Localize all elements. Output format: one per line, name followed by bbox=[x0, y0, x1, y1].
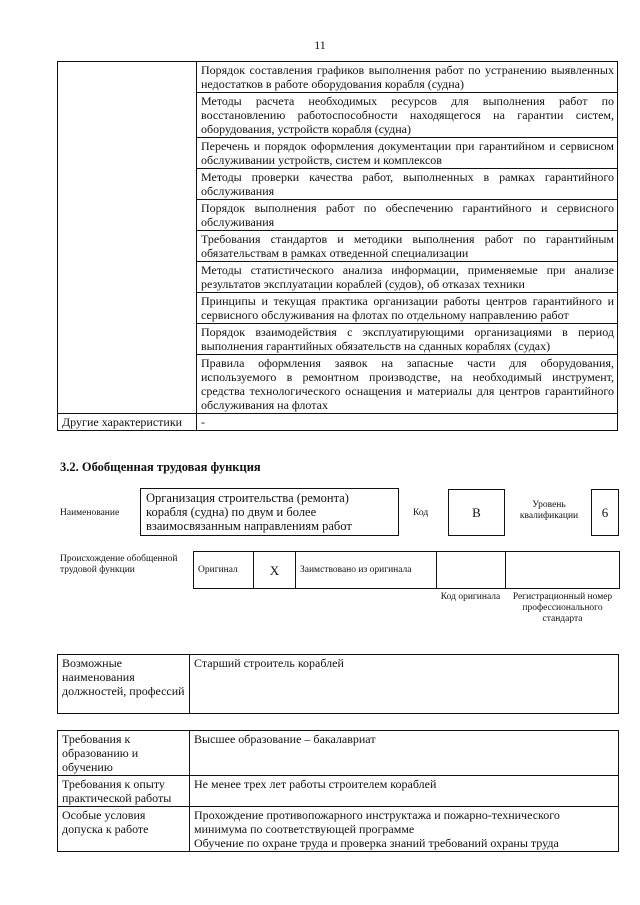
origin-original-label: Оригинал bbox=[194, 552, 254, 589]
origin-original-mark: X bbox=[254, 552, 296, 589]
function-code-label: Код bbox=[413, 508, 429, 518]
knowledge-item: Методы статистического анализа информации, применяемые при анализе результатов эксплуатации кораблей (судов), об отказах техники bbox=[197, 262, 618, 293]
page-number: 11 bbox=[314, 38, 326, 52]
special-conditions-label: Особые условия допуска к работе bbox=[58, 807, 190, 852]
experience-requirements-value: Не менее трех лет работы строителем кораблей bbox=[190, 776, 619, 807]
function-code-value: В bbox=[448, 489, 505, 536]
special-conditions-value bbox=[190, 807, 619, 852]
positions-value: Старший строитель кораблей bbox=[190, 655, 619, 714]
table-row bbox=[58, 807, 619, 852]
experience-requirements-label: Требования к опыту практической работы bbox=[58, 776, 190, 807]
table-row bbox=[194, 552, 620, 589]
knowledge-item: Принципы и текущая практика организации работы центров гарантийного и сервисного обслуживания на флотах по отдельному направлению работ bbox=[197, 293, 618, 324]
knowledge-item: Порядок выполнения работ по обеспечению гарантийного и сервисного обслуживания bbox=[197, 200, 618, 231]
qualification-level-label: Уровень квалификации bbox=[519, 500, 579, 521]
other-characteristics-value: - bbox=[197, 414, 618, 431]
origin-reg-number-cell bbox=[506, 552, 620, 589]
table-row bbox=[58, 414, 618, 431]
table-row bbox=[58, 62, 618, 93]
knowledge-item: Правила оформления заявок на запасные части для оборудования, используемого в ремонтном производстве, на необходимый инструмент, средства технологического оснащения и материалы для центров гарантийного обслуживания на флотах bbox=[197, 355, 618, 414]
origin-reg-caption: Регистрационный номер профессионального стандарта bbox=[512, 592, 613, 624]
origin-code-cell bbox=[437, 552, 506, 589]
section-heading: 3.2. Обобщенная трудовая функция bbox=[60, 460, 261, 474]
origin-table bbox=[193, 551, 620, 589]
function-name-label: Наименование bbox=[60, 508, 120, 518]
knowledge-item: Порядок взаимодействия с эксплуатирующими организациями в период выполнения гарантийных обязательств на сданных кораблях (судах) bbox=[197, 324, 618, 355]
knowledge-item: Порядок составления графиков выполнения работ по устранению выявленных недостатков в работе оборудования корабля (судна) bbox=[197, 62, 618, 93]
knowledge-item: Методы проверки качества работ, выполненных в рамках гарантийного обслуживания bbox=[197, 169, 618, 200]
origin-label: Происхождение обобщенной трудовой функции bbox=[60, 554, 178, 575]
function-name-value: Организация строительства (ремонта) корабля (судна) по двум и более взаимосвязанным направлениям работ bbox=[140, 488, 399, 536]
origin-borrowed-label: Заимствовано из оригинала bbox=[296, 552, 437, 589]
special-condition-line: Прохождение противопожарного инструктажа и пожарно-технического минимума по соответствующей программе bbox=[194, 808, 560, 836]
qualification-level-value: 6 bbox=[591, 489, 619, 536]
positions-label: Возможные наименования должностей, профессий bbox=[58, 655, 190, 714]
positions-table bbox=[57, 654, 619, 714]
knowledge-item: Требования стандартов и методики выполнения работ по гарантийным обязательствам в рамках отведенной специализации bbox=[197, 231, 618, 262]
education-requirements-label: Требования к образованию и обучению bbox=[58, 731, 190, 776]
special-condition-line: Обучение по охране труда и проверка знаний требований охраны труда bbox=[194, 836, 559, 850]
table-row bbox=[58, 655, 619, 714]
table-row bbox=[58, 731, 619, 776]
knowledge-item: Методы расчета необходимых ресурсов для выполнения работ по восстановлению работоспособности находящегося на гарантии систем, оборудования, устройств корабля (судна) bbox=[197, 93, 618, 138]
knowledge-table bbox=[57, 61, 618, 431]
other-characteristics-label: Другие характеристики bbox=[58, 414, 197, 431]
knowledge-item: Перечень и порядок оформления документации при гарантийном и сервисном обслуживании устройств, систем и комплексов bbox=[197, 138, 618, 169]
requirements-table bbox=[57, 730, 619, 852]
education-requirements-value: Высшее образование – бакалавриат bbox=[190, 731, 619, 776]
empty-label-cell bbox=[58, 62, 197, 414]
origin-code-caption: Код оригинала bbox=[440, 592, 501, 602]
table-row bbox=[58, 776, 619, 807]
